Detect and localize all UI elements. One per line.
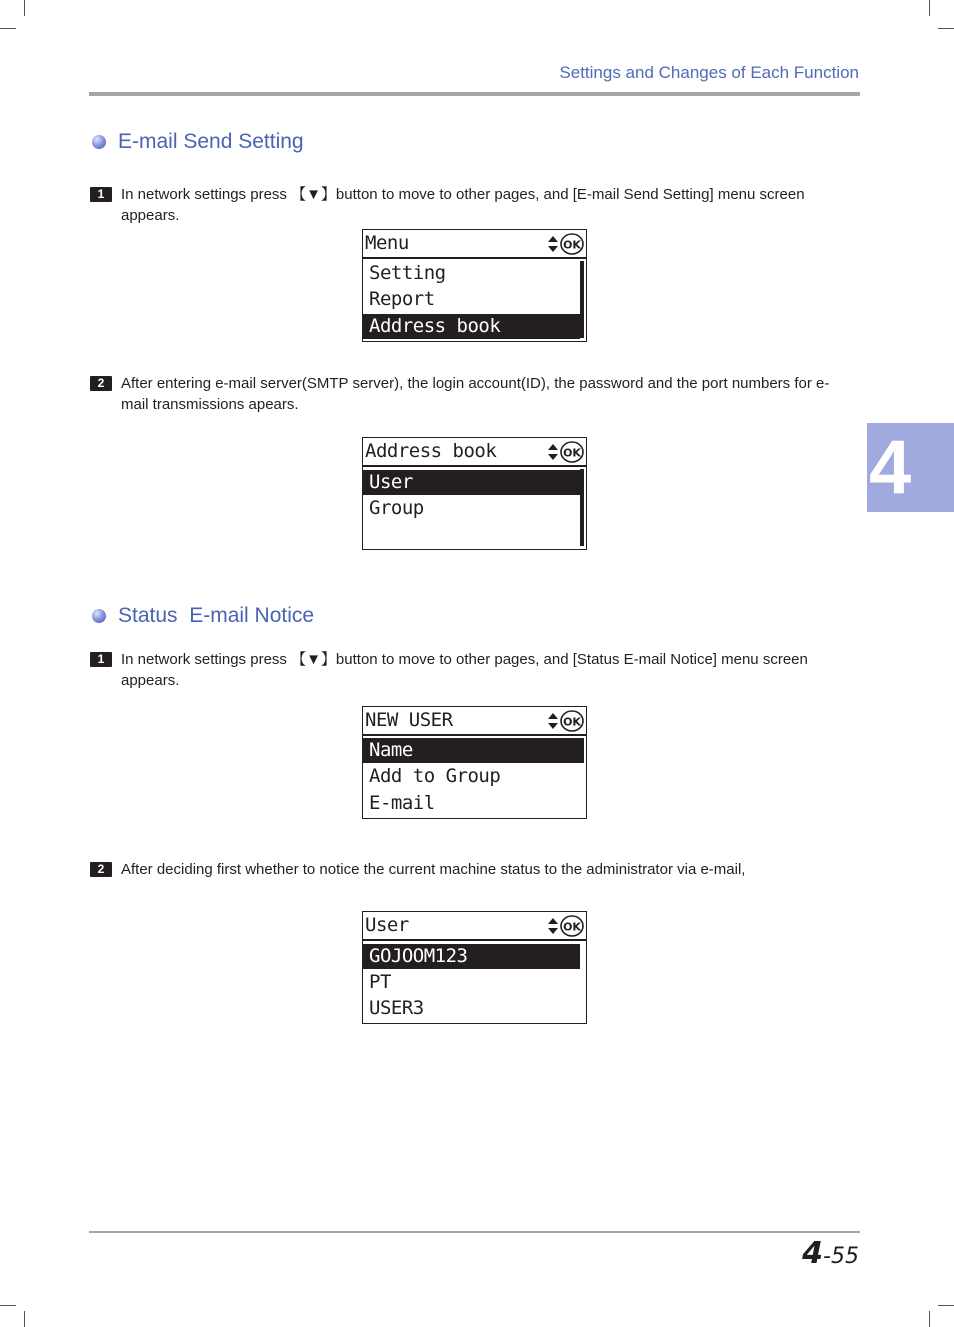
section-title-email-send [92,130,304,154]
lcd-nav-icons [547,710,584,732]
step-number: 1 [90,187,112,202]
lcd-scrollbar [580,261,584,338]
lcd-screen-user [362,911,587,1024]
lcd-title: NEW USER [365,709,453,731]
lcd-title: Address book [365,440,497,462]
page-index: 55 [831,1244,859,1269]
crop-mark [24,1311,25,1327]
lcd-nav-icons [547,441,584,463]
footer-rule [89,1231,860,1233]
step-text: In network settings press 【▼】button to move to other pages, and [Status E-mail Notice] menu screen appears. [121,651,808,689]
lcd-scrollbar [580,469,584,546]
step-text: In network settings press 【▼】button to move to other pages, and [E-mail Send Setting] menu screen appears. [121,186,805,224]
crop-mark [929,0,930,16]
ok-label: OK [563,446,581,460]
bullet-dot-icon [92,609,106,623]
ok-label: OK [563,238,581,252]
ok-label: OK [563,920,581,934]
lcd-divider [363,257,586,259]
lcd-title: User [365,914,409,936]
lcd-row-selected: User [363,470,580,495]
lcd-row: Report [369,288,435,310]
crop-mark [24,0,25,16]
lcd-screen-menu [362,229,587,342]
running-header: Settings and Changes of Each Function [559,63,859,82]
page-number [802,1236,859,1271]
lcd-row-selected: Address book [363,314,580,339]
crop-mark [938,28,954,29]
crop-mark [938,1305,954,1306]
chapter-tab: 4 [867,423,954,512]
ok-button-icon [560,915,584,937]
lcd-row-selected: GOJOOM123 [363,944,580,969]
lcd-row [363,522,580,547]
lcd-row: Setting [369,262,446,284]
step-number: 1 [90,652,112,667]
lcd-divider [363,939,586,941]
lcd-row: USER3 [369,997,424,1019]
crop-mark [0,28,16,29]
step-number: 2 [90,376,112,391]
section-title-status-email [92,604,314,628]
lcd-nav-icons [547,233,584,255]
ok-label: OK [563,715,581,729]
lcd-row: Add to Group [369,765,501,787]
lcd-row: Group [369,497,424,519]
step-text: After deciding first whether to notice the current machine status to the administrator via e-mail, [121,861,746,878]
lcd-title: Menu [365,232,409,254]
lcd-row: E-mail [369,792,435,814]
header-rule [89,92,860,96]
step-number: 2 [90,862,112,877]
ok-button-icon [560,710,584,732]
page-chapter: 4 [802,1236,824,1271]
lcd-nav-icons [547,915,584,937]
up-down-arrows-icon [547,917,559,935]
lcd-divider [363,465,586,467]
lcd-divider [363,734,586,736]
crop-mark [929,1311,930,1327]
up-down-arrows-icon [547,443,559,461]
lcd-screen-address-book [362,437,587,550]
lcd-row: PT [369,971,391,993]
lcd-screen-new-user [362,706,587,819]
lcd-row-selected: Name [363,738,580,763]
crop-mark [0,1305,16,1306]
bullet-dot-icon [92,135,106,149]
up-down-arrows-icon [547,235,559,253]
page-separator: - [823,1244,831,1269]
section-title-text: E-mail Send Setting [118,130,304,153]
lcd-scrollbar [580,738,584,763]
section-title-text: Status E-mail Notice [118,604,315,627]
up-down-arrows-icon [547,712,559,730]
ok-button-icon [560,233,584,255]
step-text: After entering e-mail server(SMTP server), the login account(ID), the password and the port numbers for e-mail transmissions apears. [121,375,830,413]
ok-button-icon [560,441,584,463]
